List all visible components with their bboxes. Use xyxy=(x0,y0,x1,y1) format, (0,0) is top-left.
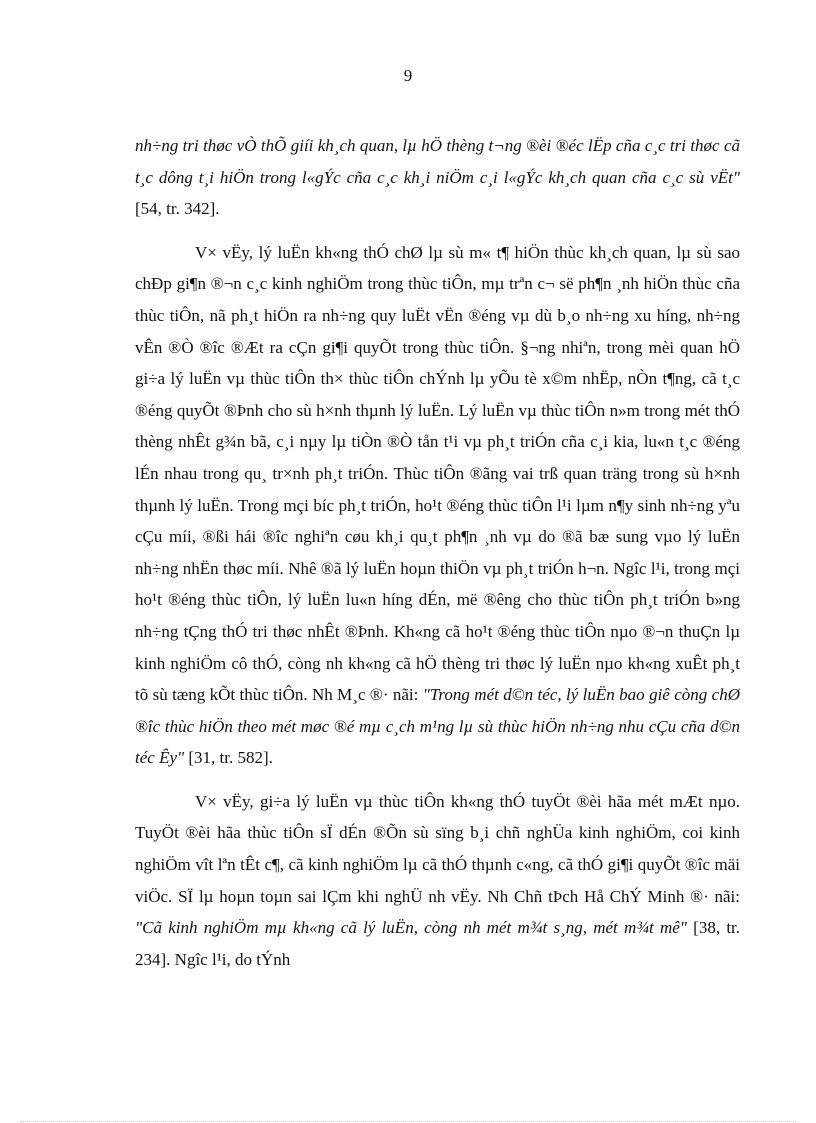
body-text xyxy=(135,130,740,987)
citation: [31, tr. 582]. xyxy=(184,748,273,768)
quote-ho-chi-minh: "Cã kinh nghiÖm mµ kh«ng cã lý luËn, còng nh mét m¾t s¸ng, mét m¾t mê" xyxy=(135,918,687,938)
paragraph-text: V× vËy, lý luËn kh«ng thÓ chØ lµ sù m« t¶ hiÖn thùc kh¸ch quan, lµ sù sao chÐp gi¶n ®¬n c¸c kinh nghiÖm trong thùc tiÔn, mµ trªn c¬ së ph¶n ¸nh hiÖn thùc cña thùc tiÔn, nã ph¸t hiÖn ra nh÷ng quy luËt vËn ®éng vµ dù b¸o nh÷ng xu híng, nh÷ng vÊn ®Ò ®îc ®Æt ra cÇn gi¶i quyÕt trong thùc tiÔn. §¬ng nhiªn, trong mèi quan hÖ gi÷a lý luËn vµ thùc tiÔn th× thùc tiÔn chÝnh lµ yÕu tè x©m nhËp, nÒn t¶ng, cã t¸c ®éng quyÕt ®Þnh cho sù h×nh thµnh lý luËn. Lý luËn vµ thùc tiÔn n»m trong mét thÓ thèng nhÊt g¾n bã, c¸i nµy lµ tiÒn ®Ò tån t¹i vµ ph¸t triÓn cña c¸i kia, lu«n t¸c ®éng lÉn nhau trong qu¸ tr×nh ph¸t triÓn. Thùc tiÔn ®ãng vai trß quan träng trong sù h×nh thµnh lý luËn. Trong mçi bíc ph¸t triÓn, ho¹t ®éng thùc tiÔn l¹i lµm n¶y sinh nh÷ng yªu cÇu míi, ®ßi hái ®îc nghiªn cøu kh¸i qu¸t ph¶n ¸nh vµ do ®ã bæ sung vµo lý luËn nh÷ng nhËn thøc míi. Nhê ®ã lý luËn hoµn thiÖn vµ ph¸t triÓn h¬n. Ngîc l¹i, trong mçi ho¹t ®éng thùc tiÔn, lý luËn lu«n híng dÉn, më ®êng cho thùc tiÔn ph¸t triÓn b»ng nh÷ng tÇng thÓ tri thøc nhÊt ®Þnh. Kh«ng cã ho¹t ®éng thùc tiÔn nµo ®¬n thuÇn lµ kinh nghiÖm cô thÓ, còng nh kh«ng cã hÖ thèng tri thøc lý luËn nµo kh«ng xuÊt ph¸t tõ sù tæng kÕt thùc tiÔn. Nh M¸c ®· nãi: xyxy=(135,242,740,705)
page-number: 9 xyxy=(403,66,413,85)
quote-continuation: nh÷ng tri thøc vÒ thÕ giíi kh¸ch quan, lµ hÖ thèng t¬ng ®èi ®éc lËp cña c¸c tri thøc cã t¸c dông t¸i hiÖn trong l«gÝc cña c¸c kh¸i niÖm c¸i l«gÝc kh¸ch quan cña c¸c sù vËt" xyxy=(135,136,740,187)
paragraph-text: V× vËy, gi÷a lý luËn vµ thùc tiÔn kh«ng thÓ tuyÖt ®èi hãa mét mÆt nµo. TuyÖt ®èi hãa thùc tiÔn sÏ dÉn ®Õn sù sïng b¸i chñ nghÜa kinh nghiÖm, coi kinh nghiÖm vît lªn tÊt c¶, cã kinh nghiÖm lµ cã thÓ thµnh c«ng, cã thÓ gi¶i quyÕt ®îc mäi viÖc. SÏ lµ hoµn toµn sai lÇm khi nghÜ nh vËy. Nh Chñ tÞch Hå ChÝ Minh ®· nãi: xyxy=(135,791,740,906)
page-bottom-divider xyxy=(20,1121,796,1122)
paragraph-1 xyxy=(135,130,740,225)
quote-marx: "Trong mét d©n téc, lý luËn bao giê còng chØ ®îc thùc hiÖn theo mét møc ®é mµ c¸ch m¹ng lµ sù thùc hiÖn nh÷ng nhu cÇu cña d©n téc Êy" xyxy=(135,685,740,768)
citation: [54, tr. 342]. xyxy=(135,199,220,219)
paragraph-3 xyxy=(135,786,740,976)
citation: [38, tr. 234]. xyxy=(135,918,741,969)
paragraph-2 xyxy=(135,237,740,774)
paragraph-text-tail: Ngîc l¹i, do tÝnh xyxy=(170,949,291,969)
